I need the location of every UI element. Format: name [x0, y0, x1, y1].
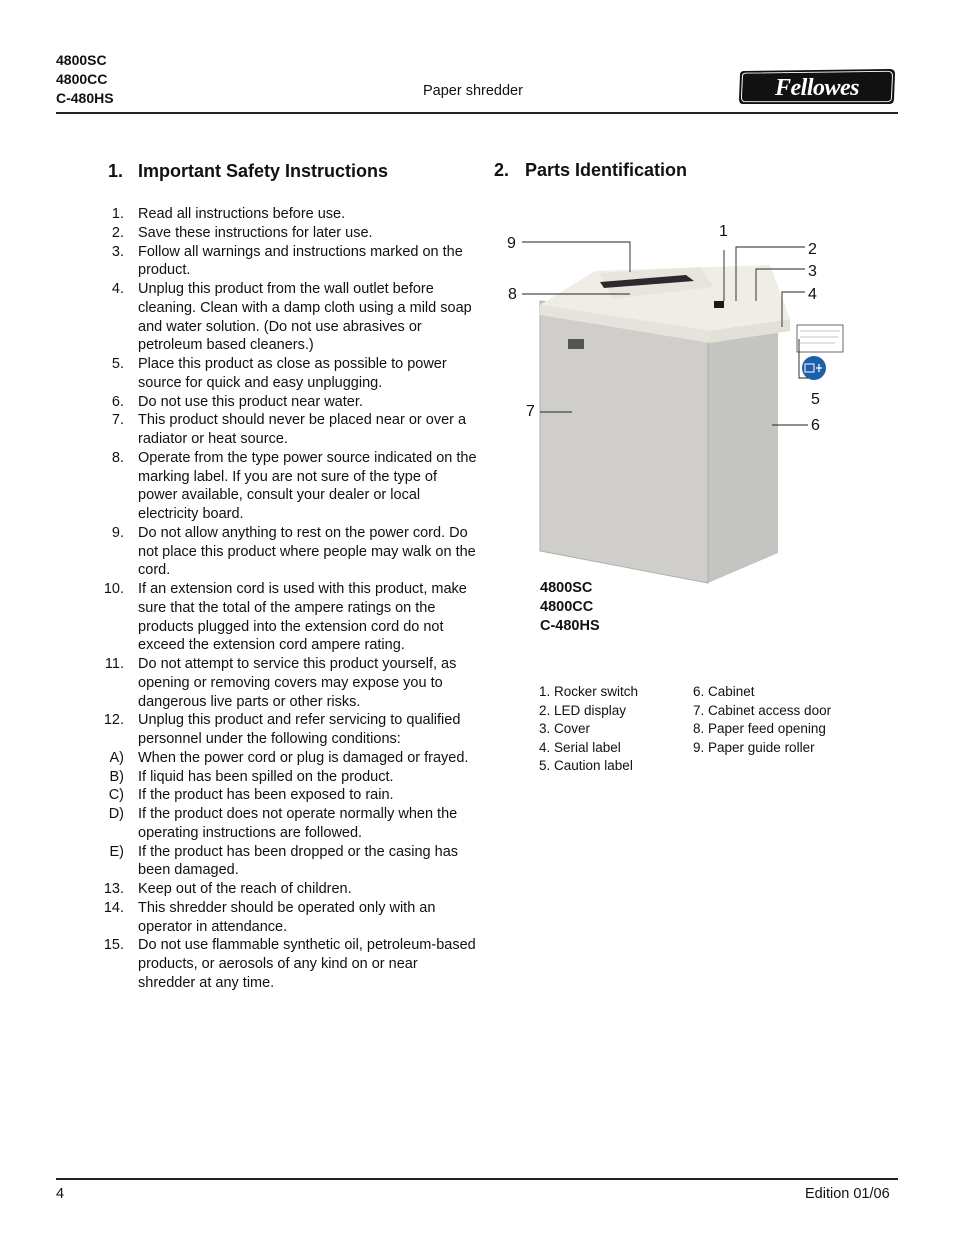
safety-item-number: 12. [103, 712, 124, 729]
legend-item: 4. Serial label [539, 739, 621, 755]
safety-item [100, 843, 480, 881]
legend-item: 5. Caution label [539, 758, 633, 773]
safety-item-text: Keep out of the reach of children. [138, 881, 352, 897]
door-handle [568, 339, 584, 349]
callout-4: 4 [808, 286, 817, 303]
legend-item: 7. Cabinet access door [693, 702, 832, 718]
parts-legend-left [539, 683, 638, 776]
safety-item [100, 580, 480, 655]
safety-item-number: 10. [103, 581, 124, 597]
safety-item-text: Follow all warnings and instructions marked on the product. [138, 243, 463, 279]
safety-item-number: 3. [111, 243, 124, 260]
safety-item-text: Place this product as close as possible to power source for quick and easy unplugging. [138, 356, 447, 391]
safety-item-number: 6. [111, 393, 124, 410]
legend-item: 6. Cabinet [693, 684, 755, 699]
caption-model: C-480HS [540, 618, 600, 634]
legend-item: 3. Cover [539, 721, 591, 736]
safety-item-number: 4. [111, 281, 124, 297]
fellowes-logo [738, 68, 896, 105]
model-name: 4800CC [56, 71, 108, 87]
shredder-diagram [500, 215, 880, 595]
safety-item-number: A) [109, 749, 124, 766]
page-number: 4 [56, 1186, 65, 1202]
legend-item: 9. Paper guide roller [693, 739, 815, 755]
parts-legend-right [693, 683, 831, 757]
safety-item [100, 411, 480, 449]
safety-item-text: This shredder should be operated only with an operator in attendance. [138, 899, 436, 935]
legend-item: 2. LED display [539, 702, 627, 718]
safety-heading-number: 1. [108, 161, 124, 181]
safety-item-text: Unplug this product from the wall outlet before cleaning. Clean with a damp cloth using a mild soap and water solution. (Do not use abrasives or petroleum based cleaners.) [138, 281, 472, 354]
safety-item-text: If the product has been exposed to rain. [138, 787, 394, 804]
model-list [56, 51, 114, 108]
safety-item-text: Unplug this product and refer servicing to qualified personnel under the following conditions: [138, 712, 461, 747]
safety-item-number: 14. [103, 899, 124, 916]
safety-item-text: Do not use flammable synthetic oil, petroleum-based products, or aerosols of any kind on or near shredder at any time. [138, 937, 476, 991]
safety-item [100, 749, 480, 768]
safety-item [100, 711, 480, 749]
callout-9: 9 [507, 235, 516, 252]
caption-model: 4800CC [540, 599, 594, 615]
figure-caption [540, 579, 600, 636]
safety-item-text: When the power cord or plug is damaged or frayed. [138, 749, 469, 766]
safety-item [100, 243, 480, 281]
safety-item [100, 786, 480, 805]
safety-item-number: D) [108, 806, 124, 822]
safety-item [100, 224, 480, 243]
safety-item-number: 7. [111, 412, 124, 429]
safety-item [100, 899, 480, 937]
safety-item-number: 15. [103, 937, 124, 954]
safety-item-text: Operate from the type power source indicated on the marking label. If you are not sure of the type of power available, consult your dealer or local electricity board. [138, 449, 477, 522]
safety-item [100, 768, 480, 787]
rocker-switch [714, 301, 724, 308]
safety-item-text: Do not attempt to service this product yourself, as opening or removing covers may expose you to dangerous live parts or other risks. [138, 656, 457, 710]
parts-heading: Parts Identification [525, 160, 688, 180]
safety-item-text: If the product has been dropped or the casing has been damaged. [138, 843, 459, 879]
parts-heading-number: 2. [494, 160, 510, 180]
callout-7: 7 [526, 403, 535, 420]
safety-item-number: 2. [111, 224, 124, 241]
safety-item-number: 9. [111, 524, 124, 541]
legend-item: 1. Rocker switch [539, 684, 639, 699]
brand-wordmark: Fellowes [775, 75, 859, 101]
caption-model: 4800SC [540, 580, 593, 596]
legend-item: 8. Paper feed opening [693, 721, 826, 736]
callout-3: 3 [808, 263, 817, 280]
safety-item [100, 205, 480, 224]
footer-divider [56, 1178, 898, 1180]
safety-item-text: Do not use this product near water. [138, 393, 363, 410]
safety-item-text: If the product does not operate normally when the operating instructions are followed. [138, 806, 458, 841]
cabinet-side [708, 323, 778, 583]
safety-item-text: This product should never be placed near or over a radiator or heat source. [138, 412, 467, 447]
model-name: C-480HS [56, 90, 114, 106]
safety-item-number: E) [109, 843, 124, 860]
serial-label [797, 325, 843, 352]
safety-item-text: If liquid has been spilled on the product. [138, 768, 394, 785]
safety-item [100, 280, 480, 355]
safety-item-number: 13. [103, 881, 124, 897]
safety-heading: Important Safety Instructions [138, 161, 389, 181]
safety-item-number: C) [108, 787, 124, 804]
safety-item [100, 880, 480, 899]
safety-item [100, 805, 480, 843]
safety-item-text: Read all instructions before use. [138, 206, 346, 222]
safety-item [100, 524, 480, 580]
callout-8: 8 [508, 286, 517, 303]
safety-item-number: 1. [111, 206, 124, 222]
document-title: Paper shredder [423, 83, 523, 99]
header-divider [56, 112, 898, 114]
safety-instructions-list [100, 205, 480, 993]
callout-6: 6 [811, 417, 820, 434]
safety-item-number: 11. [104, 656, 124, 672]
safety-item-number: 8. [111, 449, 124, 466]
safety-item [100, 449, 480, 524]
safety-item-number: B) [109, 768, 124, 785]
model-name: 4800SC [56, 52, 107, 68]
safety-item [100, 355, 480, 393]
cabinet-front [540, 301, 708, 583]
callout-5: 5 [811, 391, 820, 408]
safety-item-number: 5. [111, 356, 124, 372]
safety-item [100, 936, 480, 992]
edition-label: Edition 01/06 [805, 1186, 890, 1202]
callout-1: 1 [719, 223, 728, 240]
callout-2: 2 [808, 241, 817, 258]
safety-item-text: If an extension cord is used with this product, make sure that the total of the ampere ratings on the products plugged into the extension cord do not exceed the extension cord ampere rating. [138, 581, 467, 654]
safety-item-text: Do not allow anything to rest on the power cord. Do not place this product where people may walk on the cord. [138, 524, 476, 579]
safety-item [100, 393, 480, 412]
safety-item-text: Save these instructions for later use. [138, 224, 373, 241]
safety-item [100, 655, 480, 711]
